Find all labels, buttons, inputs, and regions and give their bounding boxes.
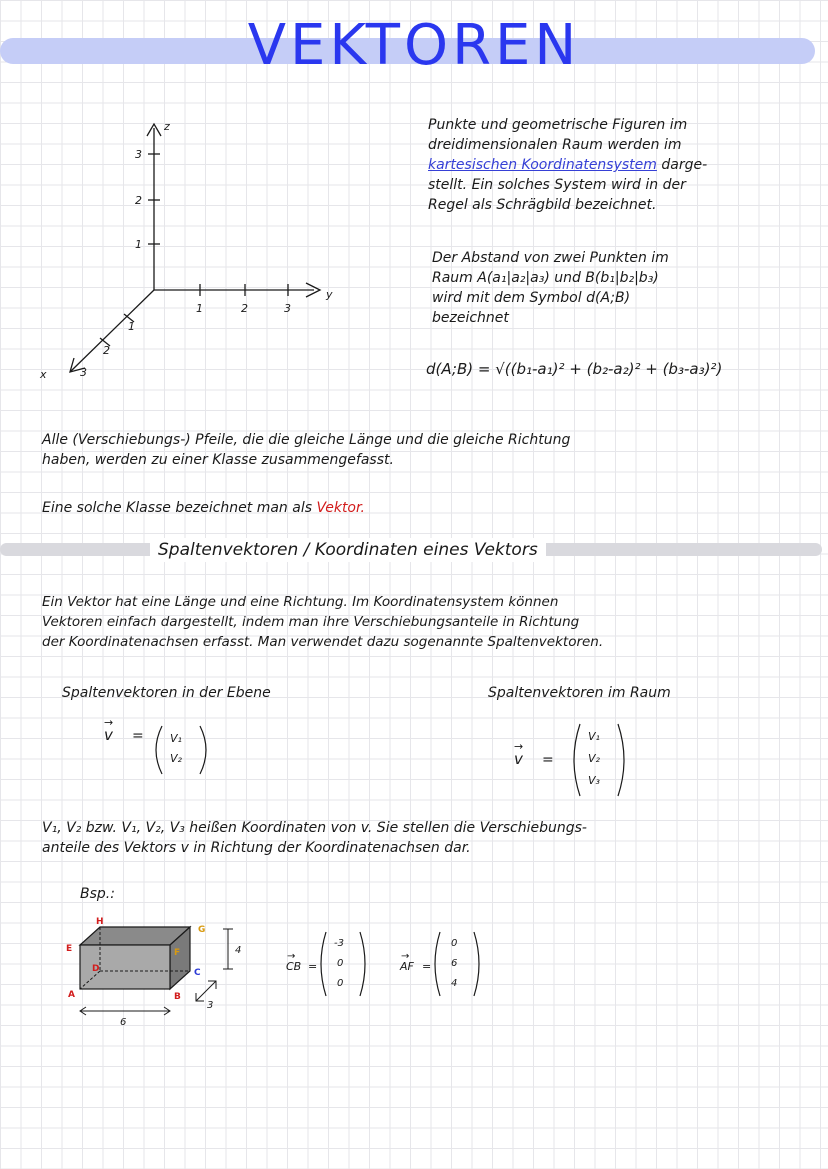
space-component: V₃: [588, 774, 600, 787]
vector-cb-component: -3: [334, 938, 344, 949]
section-line: Vektoren einfach dargestellt, indem man ihre Verschiebungsanteile in Richtung: [42, 614, 580, 630]
class-line: haben, werden zu einer Klasse zusammengefasst.: [42, 452, 394, 468]
section-line: der Koordinatenachsen erfasst. Man verwendet dazu sogenannte Spaltenvektoren.: [42, 634, 604, 650]
space-vectors-label: Spaltenvektoren im Raum: [488, 685, 671, 701]
vertex-label: C: [194, 968, 201, 978]
x-tick-label: 1: [128, 320, 135, 333]
intro-line: Regel als Schrägbild bezeichnet.: [428, 197, 657, 213]
distance-line: Der Abstand von zwei Punkten im: [432, 250, 669, 266]
coordinates-paragraph: [42, 818, 827, 858]
intro-line: darge-: [656, 157, 708, 173]
x-axis-line: [70, 290, 154, 372]
vector-af-equals: =: [422, 960, 432, 973]
y-axis-label: y: [326, 288, 333, 301]
x-tick-label: 2: [103, 344, 110, 357]
section-line: Ein Vektor hat eine Länge und eine Richtung. Im Koordinatensystem können: [42, 594, 559, 610]
plane-vector-symbol: → v: [104, 716, 114, 744]
z-axis-label: z: [164, 120, 170, 133]
plane-component: V₁: [170, 732, 182, 745]
distance-paragraph: [432, 248, 822, 328]
space-vector-symbol: → v: [514, 740, 524, 768]
distance-line: bezeichnet: [432, 310, 509, 326]
vector-af-name: → AF: [400, 951, 414, 973]
class-paragraph: [42, 430, 822, 470]
y-tick-label: 2: [241, 302, 248, 315]
x-tick-label: 3: [80, 366, 87, 379]
vector-cb-component: 0: [337, 958, 344, 969]
height-label: 4: [235, 945, 242, 956]
section-title: Spaltenvektoren / Koordinaten eines Vektors: [150, 538, 546, 562]
intro-paragraph: [428, 115, 823, 215]
cuboid-diagram: [60, 915, 250, 1030]
vertex-label: D: [92, 964, 100, 974]
plane-component: V₂: [170, 752, 182, 765]
vector-cb-equals: =: [308, 960, 318, 973]
intro-line: dreidimensionalen Raum werden im: [428, 137, 682, 153]
vertex-label: F: [174, 948, 181, 958]
z-tick-label: 2: [135, 194, 142, 207]
coordinates-line: V₁, V₂ bzw. V₁, V₂, V₃ heißen Koordinaten von v. Sie stellen die Verschiebungs-: [42, 820, 587, 836]
width-label: 6: [120, 1017, 127, 1028]
class-line: Alle (Verschiebungs-) Pfeile, die die gleiche Länge und die gleiche Richtung: [42, 432, 571, 448]
plane-equals: =: [132, 728, 144, 744]
distance-line: wird mit dem Symbol d(A;B): [432, 290, 631, 306]
page-title: VEKTOREN: [247, 13, 581, 78]
vector-definition-text: Eine solche Klasse bezeichnet man als: [42, 500, 317, 516]
coordinates-line: anteile des Vektors v in Richtung der Koordinatenachsen dar.: [42, 840, 471, 856]
space-component: V₁: [588, 730, 600, 743]
example-label: Bsp.:: [80, 886, 115, 902]
space-component: V₂: [588, 752, 600, 765]
distance-formula: d(A;B) = √((b₁-a₁)² + (b₂-a₂)² + (b₃-a₃)²): [426, 360, 723, 378]
vector-af-component: 4: [451, 978, 458, 989]
space-equals: =: [542, 752, 554, 768]
y-tick-label: 3: [284, 302, 291, 315]
vector-af-component: 6: [451, 958, 458, 969]
intro-line: Punkte und geometrische Figuren im: [428, 117, 688, 133]
vector-af-component: 0: [451, 938, 458, 949]
coordinate-system-diagram: [30, 110, 360, 390]
distance-line: Raum A(a₁|a₂|a₃) und B(b₁|b₂|b₃): [432, 270, 659, 286]
x-axis-label: x: [40, 368, 47, 381]
cartesian-system-term: kartesischen Koordinatensystem: [428, 157, 657, 173]
vector-term: Vektor.: [316, 500, 365, 516]
z-tick-label: 1: [135, 238, 142, 251]
vertex-label: A: [68, 990, 75, 1000]
intro-line: stellt. Ein solches System wird in der: [428, 177, 686, 193]
z-tick-label: 3: [135, 148, 142, 161]
vector-cb-component: 0: [337, 978, 344, 989]
section-paragraph: [42, 592, 827, 652]
vector-cb-name: → CB: [286, 951, 302, 973]
vertex-label: H: [96, 917, 104, 927]
vertex-label: G: [198, 925, 206, 935]
depth-label: 3: [207, 1000, 214, 1011]
vertex-label: E: [66, 944, 73, 954]
y-tick-label: 1: [196, 302, 203, 315]
plane-vectors-label: Spaltenvektoren in der Ebene: [62, 685, 271, 701]
vertex-label: B: [174, 992, 181, 1002]
